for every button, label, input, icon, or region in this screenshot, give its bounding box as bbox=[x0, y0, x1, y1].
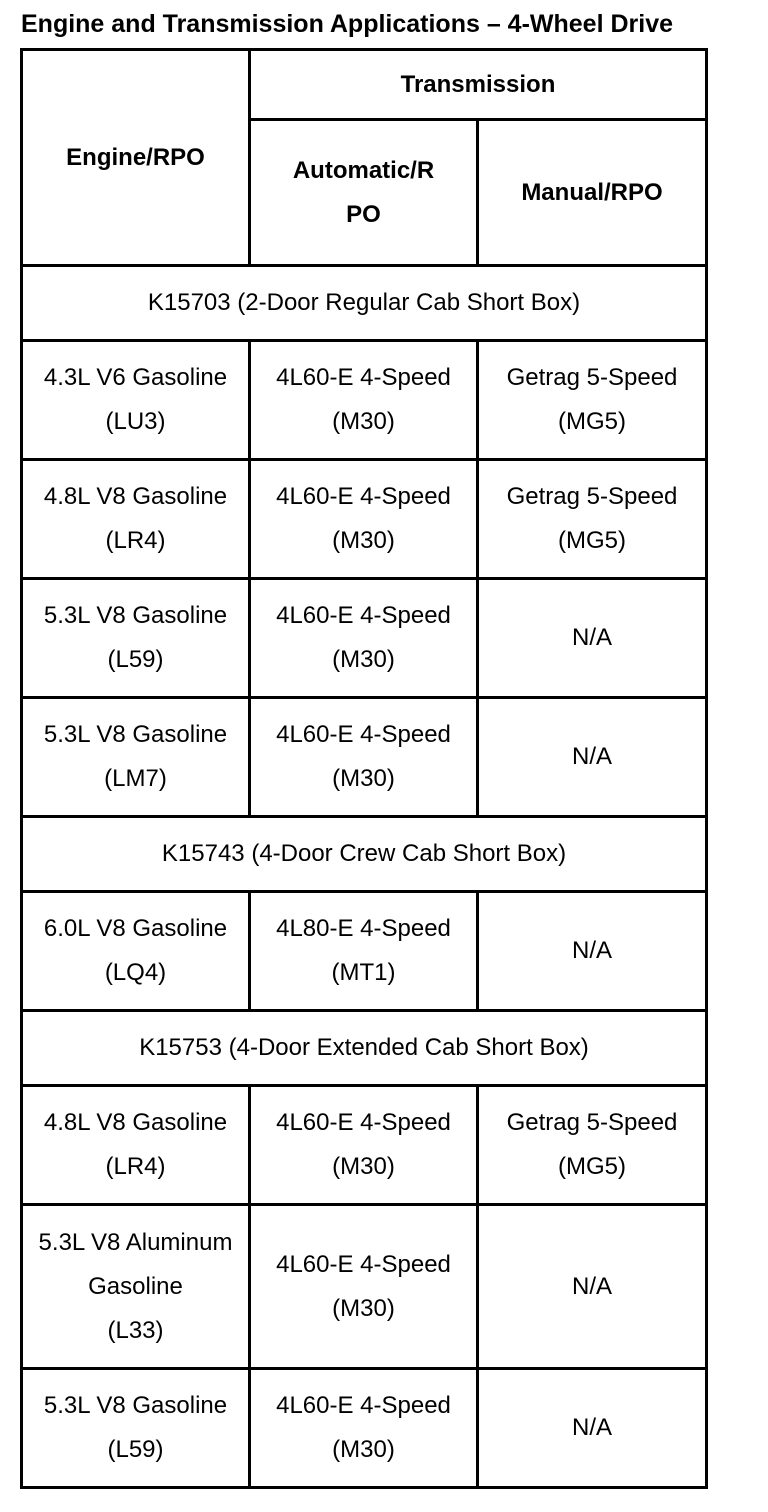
automatic-cell-line: 4L60-E 4-Speed bbox=[276, 1109, 451, 1136]
manual-cell-line: (MG5) bbox=[558, 1153, 626, 1180]
manual-cell bbox=[478, 1086, 707, 1205]
table-row bbox=[22, 1086, 707, 1205]
engine-cell bbox=[22, 892, 250, 1011]
table-row bbox=[22, 341, 707, 460]
automatic-cell-line: (MT1) bbox=[331, 959, 396, 986]
section-row bbox=[22, 817, 707, 892]
manual-cell bbox=[478, 1369, 707, 1488]
engine-rpo-header: Engine/RPO bbox=[22, 50, 250, 266]
manual-cell-line: N/A bbox=[571, 624, 612, 651]
engine-cell-line: 5.3L V8 Gasoline bbox=[43, 721, 228, 748]
automatic-cell-line: 4L60-E 4-Speed bbox=[276, 1250, 451, 1278]
automatic-cell bbox=[250, 341, 478, 460]
manual-cell-line: (MG5) bbox=[558, 527, 626, 554]
engine-cell-line: (LU3) bbox=[105, 408, 166, 435]
transmission-header: Transmission bbox=[250, 50, 707, 120]
manual-cell bbox=[478, 892, 707, 1011]
automatic-cell-line: 4L60-E 4-Speed bbox=[276, 721, 451, 748]
engine-cell-line: (LR4) bbox=[105, 1153, 166, 1180]
manual-cell-line: N/A bbox=[571, 1272, 612, 1300]
automatic-cell-line: 4L60-E 4-Speed bbox=[276, 483, 451, 510]
table-body bbox=[22, 266, 707, 1488]
manual-cell-line: N/A bbox=[571, 937, 612, 964]
automatic-cell bbox=[250, 698, 478, 817]
manual-cell-line: Getrag 5-Speed bbox=[506, 1109, 678, 1136]
automatic-cell-line: 4L60-E 4-Speed bbox=[276, 602, 451, 629]
engine-cell-line: (LQ4) bbox=[104, 959, 167, 986]
engine-cell bbox=[22, 1205, 250, 1369]
automatic-cell-line: (M30) bbox=[332, 1436, 395, 1463]
engine-cell-line: (L59) bbox=[107, 646, 164, 673]
table-row bbox=[22, 1205, 707, 1369]
manual-cell-line: Getrag 5-Speed bbox=[506, 483, 678, 510]
engine-cell bbox=[22, 460, 250, 579]
table-row bbox=[22, 460, 707, 579]
automatic-cell-line: (M30) bbox=[332, 408, 395, 435]
engine-cell-line: 5.3L V8 Gasoline bbox=[43, 602, 228, 629]
engine-cell-line: (L33) bbox=[107, 1316, 164, 1344]
automatic-cell bbox=[250, 579, 478, 698]
engine-cell-line: Gasoline bbox=[88, 1272, 183, 1300]
engine-cell-line: 4.8L V8 Gasoline bbox=[43, 1109, 228, 1136]
table-row bbox=[22, 579, 707, 698]
engine-cell bbox=[22, 698, 250, 817]
applications-table bbox=[20, 48, 708, 1489]
table-row bbox=[22, 698, 707, 817]
header-row bbox=[22, 50, 707, 120]
engine-cell bbox=[22, 341, 250, 460]
engine-cell-line: (L59) bbox=[107, 1436, 164, 1463]
automatic-cell-line: (M30) bbox=[332, 527, 395, 554]
manual-cell-line: N/A bbox=[571, 1414, 612, 1441]
engine-cell-line: 4.8L V8 Gasoline bbox=[43, 483, 228, 510]
automatic-cell-line: 4L60-E 4-Speed bbox=[276, 364, 451, 391]
automatic-cell bbox=[250, 460, 478, 579]
automatic-cell-line: (M30) bbox=[332, 765, 395, 792]
section-row bbox=[22, 1011, 707, 1086]
automatic-cell bbox=[250, 892, 478, 1011]
engine-cell bbox=[22, 1369, 250, 1488]
automatic-cell bbox=[250, 1205, 478, 1369]
automatic-cell-line: 4L60-E 4-Speed bbox=[276, 1392, 451, 1419]
engine-cell-line: (LM7) bbox=[104, 765, 167, 792]
manual-cell-line: Getrag 5-Speed bbox=[506, 364, 678, 391]
table-row bbox=[22, 892, 707, 1011]
manual-cell-line: (MG5) bbox=[558, 408, 626, 435]
automatic-rpo-header-line: Automatic/R bbox=[292, 156, 435, 184]
automatic-cell-line: 4L80-E 4-Speed bbox=[276, 915, 451, 942]
manual-cell bbox=[478, 460, 707, 579]
section-label: K15743 (4-Door Crew Cab Short Box) bbox=[22, 817, 707, 892]
engine-cell-line: 4.3L V6 Gasoline bbox=[43, 364, 228, 391]
engine-cell-line: 5.3L V8 Aluminum bbox=[38, 1228, 233, 1256]
automatic-cell-line: (M30) bbox=[332, 1294, 395, 1322]
automatic-cell bbox=[250, 1369, 478, 1488]
section-label: K15753 (4-Door Extended Cab Short Box) bbox=[22, 1011, 707, 1086]
manual-rpo-header: Manual/RPO bbox=[478, 120, 707, 266]
manual-cell bbox=[478, 341, 707, 460]
manual-cell bbox=[478, 579, 707, 698]
page-title: Engine and Transmission Applications – 4-Wheel Drive bbox=[21, 10, 674, 38]
automatic-rpo-header-line: PO bbox=[346, 200, 381, 228]
section-row bbox=[22, 266, 707, 341]
manual-cell-line: N/A bbox=[571, 743, 612, 770]
engine-cell bbox=[22, 1086, 250, 1205]
manual-cell bbox=[478, 698, 707, 817]
automatic-cell-line: (M30) bbox=[332, 1153, 395, 1180]
section-label: K15703 (2-Door Regular Cab Short Box) bbox=[22, 266, 707, 341]
manual-cell bbox=[478, 1205, 707, 1369]
automatic-cell-line: (M30) bbox=[332, 646, 395, 673]
engine-cell-line: (LR4) bbox=[105, 527, 166, 554]
automatic-cell bbox=[250, 1086, 478, 1205]
engine-cell bbox=[22, 579, 250, 698]
engine-cell-line: 6.0L V8 Gasoline bbox=[43, 915, 228, 942]
automatic-rpo-header bbox=[250, 120, 478, 266]
table-row bbox=[22, 1369, 707, 1488]
engine-cell-line: 5.3L V8 Gasoline bbox=[43, 1392, 228, 1419]
